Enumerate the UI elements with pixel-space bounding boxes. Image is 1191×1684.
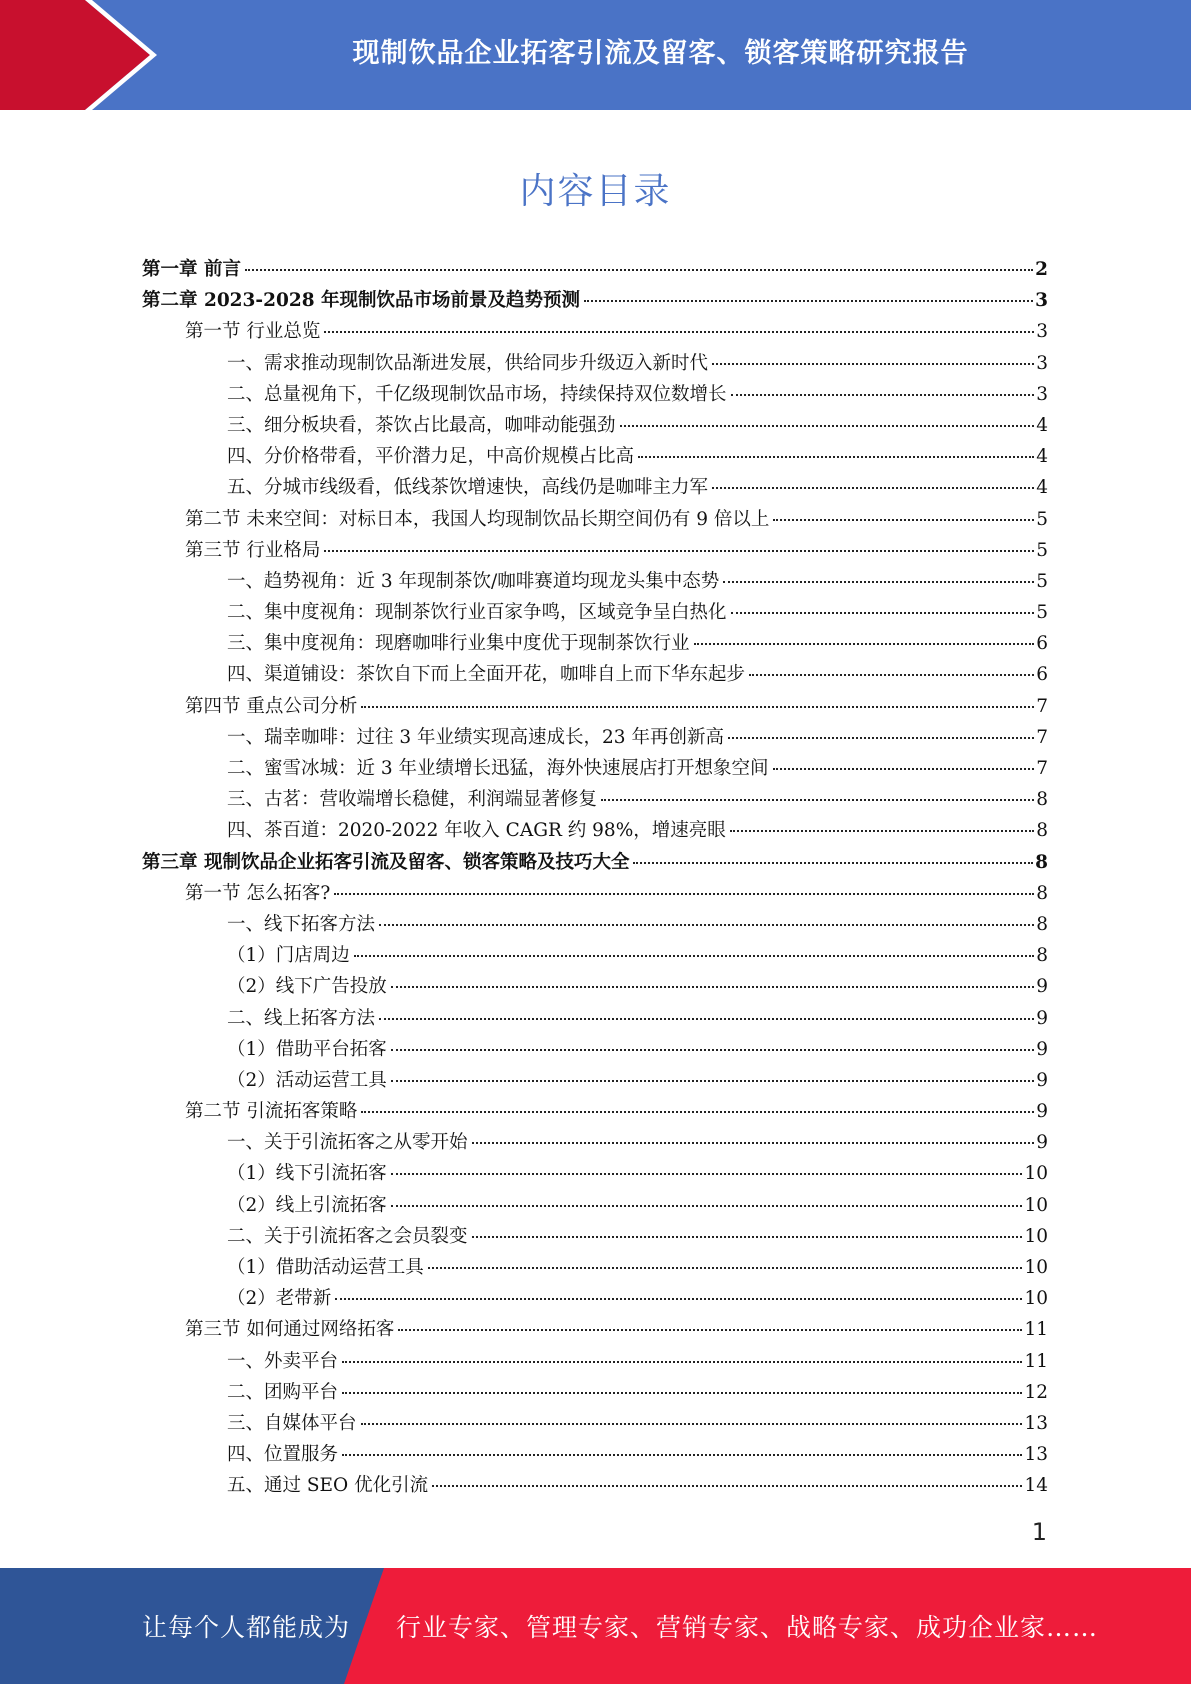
toc-dot-leader	[245, 268, 1033, 271]
toc-dot-leader	[379, 923, 1034, 926]
toc-entry-title: 一、外卖平台	[227, 1350, 339, 1372]
toc-entry-title: 第三节 行业格局	[185, 539, 321, 561]
toc-dot-leader	[391, 1204, 1023, 1207]
toc-entry[interactable]	[142, 909, 1048, 940]
toc-dot-leader	[731, 393, 1035, 396]
toc-entry-title: （2）线下广告投放	[227, 976, 387, 998]
toc-entry-title: 二、关于引流拓客之会员裂变	[227, 1225, 468, 1247]
toc-entry-title: 一、需求推动现制饮品渐进发展，供给同步升级迈入新时代	[227, 352, 709, 374]
toc-entry-page: 5	[1036, 570, 1048, 592]
toc-dot-leader	[601, 798, 1034, 801]
toc-dot-leader	[391, 1079, 1034, 1082]
toc-entry[interactable]	[142, 628, 1048, 659]
toc-dot-leader	[712, 486, 1034, 489]
toc-entry-page: 2	[1035, 259, 1048, 280]
toc-entry-title: 第三章 现制饮品企业拓客引流及留客、锁客策略及技巧大全	[142, 851, 630, 873]
toc-entry[interactable]	[142, 566, 1048, 597]
toc-entry-title: 三、细分板块看，茶饮占比最高，咖啡动能强劲	[227, 414, 616, 436]
toc-entry-title: （1）门店周边	[227, 945, 350, 967]
toc-entry[interactable]	[142, 1096, 1048, 1127]
toc-entry[interactable]	[142, 379, 1048, 410]
toc-entry-title: （2）老带新	[227, 1288, 332, 1310]
toc-entry-title: 三、古茗：营收端增长稳健，利润端显著修复	[227, 789, 598, 811]
toc-entry-title: 二、总量视角下，千亿级现制饮品市场，持续保持双位数增长	[227, 383, 727, 405]
toc-entry[interactable]	[142, 504, 1048, 535]
toc-dot-leader	[334, 892, 1034, 895]
toc-entry[interactable]	[142, 691, 1048, 722]
toc-entry[interactable]	[142, 753, 1048, 784]
toc-entry[interactable]	[142, 535, 1048, 566]
toc-entry-page: 3	[1036, 383, 1048, 405]
toc-entry-page: 5	[1036, 539, 1048, 561]
toc-entry-title: 三、集中度视角：现磨咖啡行业集中度优于现制茶饮行业	[227, 633, 690, 655]
toc-entry[interactable]	[142, 971, 1048, 1002]
toc-entry-page: 5	[1036, 508, 1048, 530]
toc-entry[interactable]	[142, 659, 1048, 690]
toc-entry-title: 二、团购平台	[227, 1381, 339, 1403]
toc-dot-leader	[361, 705, 1034, 708]
toc-entry-title: 四、渠道铺设：茶饮自下而上全面开花，咖啡自上而下华东起步	[227, 664, 746, 686]
toc-entry[interactable]	[142, 472, 1048, 503]
toc-entry[interactable]	[142, 1314, 1048, 1345]
toc-entry-page: 9	[1036, 1069, 1048, 1091]
toc-dot-leader	[472, 1141, 1035, 1144]
toc-dot-leader	[324, 330, 1034, 333]
toc-entry-title: 一、线下拓客方法	[227, 913, 376, 935]
toc-entry-page: 10	[1024, 1163, 1048, 1185]
toc-entry-page: 11	[1024, 1319, 1048, 1341]
toc-entry[interactable]	[142, 1470, 1048, 1501]
toc-dot-leader	[354, 954, 1034, 957]
toc-entry-title: 四、分价格带看，平价潜力足，中高价规模占比高	[227, 446, 635, 468]
toc-entry-page: 9	[1036, 1038, 1048, 1060]
toc-entry-page: 9	[1036, 1132, 1048, 1154]
toc-entry[interactable]	[142, 1034, 1048, 1065]
toc-entry-page: 8	[1036, 945, 1048, 967]
toc-entry-title: 五、分城市线级看，低线茶饮增速快，高线仍是咖啡主力军	[227, 477, 709, 499]
report-title: 现制饮品企业拓客引流及留客、锁客策略研究报告	[352, 37, 969, 69]
toc-dot-leader	[584, 299, 1033, 302]
toc-entry-title: 第二节 未来空间：对标日本，我国人均现制饮品长期空间仍有 9 倍以上	[185, 508, 770, 530]
toc-entry-page: 7	[1036, 695, 1048, 717]
toc-entry-page: 13	[1024, 1444, 1048, 1466]
toc-entry-page: 8	[1035, 851, 1048, 873]
toc-dot-leader	[749, 673, 1034, 676]
toc-entry-title: 四、位置服务	[227, 1444, 339, 1466]
toc-dot-leader	[361, 1422, 1023, 1425]
toc-entry[interactable]	[142, 847, 1048, 878]
toc-dot-leader	[398, 1328, 1022, 1331]
toc-dot-leader	[361, 1110, 1034, 1113]
toc-entry-title: 四、茶百道：2020-2022 年收入 CAGR 约 98%，增速亮眼	[227, 820, 726, 842]
toc-dot-leader	[391, 1172, 1023, 1175]
toc-dot-leader	[391, 985, 1034, 988]
toc-entry[interactable]	[142, 1065, 1048, 1096]
toc-entry-page: 8	[1036, 789, 1048, 811]
toc-entry-title: 五、通过 SEO 优化引流	[227, 1475, 429, 1497]
toc-dot-leader	[342, 1360, 1022, 1363]
toc-entry[interactable]	[142, 722, 1048, 753]
toc-entry[interactable]	[142, 254, 1048, 285]
toc-dot-leader	[633, 861, 1033, 864]
toc-dot-leader	[773, 767, 1035, 770]
toc-heading: 内容目录	[519, 171, 672, 212]
toc-entry[interactable]	[142, 1408, 1048, 1439]
toc-entry-title: 第三节 如何通过网络拓客	[185, 1319, 395, 1341]
toc-entry[interactable]	[142, 441, 1048, 472]
toc-entry[interactable]	[142, 1439, 1048, 1470]
toc-entry[interactable]	[142, 815, 1048, 846]
page-number: 1	[1031, 1518, 1047, 1546]
toc-dot-leader	[694, 642, 1035, 645]
toc-entry-title: 二、线上拓客方法	[227, 1007, 376, 1029]
toc-entry-page: 7	[1036, 726, 1048, 748]
toc-entry-page: 4	[1036, 446, 1048, 468]
toc-entry-page: 5	[1036, 602, 1048, 624]
toc-entry[interactable]	[142, 348, 1048, 379]
toc-entry-page: 9	[1036, 976, 1048, 998]
toc-entry-page: 8	[1036, 882, 1048, 904]
toc-entry-title: 一、瑞幸咖啡：过往 3 年业绩实现高速成长，23 年再创新高	[227, 726, 724, 748]
toc-entry[interactable]	[142, 940, 1048, 971]
toc-entry-title: 二、集中度视角：现制茶饮行业百家争鸣，区域竞争呈白热化	[227, 602, 727, 624]
toc-entry-title: 一、关于引流拓客之从零开始	[227, 1132, 468, 1154]
toc-entry-title: 二、蜜雪冰城：近 3 年业绩增长迅猛，海外快速展店打开想象空间	[227, 758, 769, 779]
toc-dot-leader	[342, 1391, 1022, 1394]
toc-dot-leader	[712, 362, 1034, 365]
toc-entry-page: 6	[1036, 633, 1048, 655]
toc-entry-title: （2）线上引流拓客	[227, 1194, 387, 1216]
toc-dot-leader	[342, 1453, 1022, 1456]
toc-dot-leader	[335, 1297, 1022, 1300]
toc-entry[interactable]	[142, 1221, 1048, 1252]
toc-dot-leader	[472, 1235, 1023, 1238]
footer-slogan: 让每个人都能成为	[142, 1613, 351, 1642]
toc-entry[interactable]	[142, 1190, 1048, 1221]
toc-entry-page: 4	[1036, 477, 1048, 499]
toc-entry[interactable]	[142, 597, 1048, 628]
toc-dot-leader	[728, 736, 1034, 739]
toc-entry[interactable]	[142, 1252, 1048, 1283]
toc-entry-page: 9	[1036, 1007, 1048, 1029]
toc-entry[interactable]	[142, 1283, 1048, 1314]
toc-entry-title: 一、趋势视角：近 3 年现制茶饮/咖啡赛道均现龙头集中态势	[227, 570, 720, 592]
toc-entry-page: 8	[1036, 820, 1048, 842]
toc-entry-page: 9	[1036, 1101, 1048, 1123]
report-header	[0, 0, 1191, 110]
toc-dot-leader	[324, 549, 1034, 552]
toc-entry-page: 14	[1024, 1475, 1048, 1497]
toc-entry-title: 三、自媒体平台	[227, 1412, 357, 1434]
toc-dot-leader	[638, 455, 1034, 458]
toc-entry[interactable]	[142, 285, 1048, 316]
toc-entry-title: （1）借助平台拓客	[227, 1038, 387, 1060]
toc-entry-page: 3	[1036, 321, 1048, 343]
toc-entry[interactable]	[142, 1346, 1048, 1377]
toc-dot-leader	[391, 1048, 1034, 1051]
toc-entry-page: 13	[1024, 1412, 1048, 1434]
toc-entry-title: 第一节 行业总览	[185, 321, 321, 343]
toc-entry-page: 6	[1036, 664, 1048, 686]
toc-entry-page: 8	[1036, 913, 1048, 935]
toc-entry-title: （1）线下引流拓客	[227, 1163, 387, 1185]
toc-entry-page: 12	[1024, 1381, 1048, 1403]
toc-entry-page: 10	[1024, 1257, 1048, 1278]
toc-entry-page: 10	[1024, 1288, 1048, 1310]
toc-entry-title: 第一节 怎么拓客?	[185, 882, 331, 904]
toc-dot-leader	[731, 611, 1035, 614]
toc-entry[interactable]	[142, 1003, 1048, 1034]
toc-entry[interactable]	[142, 316, 1048, 347]
toc-entry[interactable]	[142, 784, 1048, 815]
toc-entry-page: 4	[1036, 414, 1048, 436]
toc-entry-page: 10	[1024, 1194, 1048, 1216]
toc-dot-leader	[723, 580, 1034, 583]
toc-entry-page: 10	[1024, 1225, 1048, 1247]
toc-entry-page: 3	[1036, 352, 1048, 374]
toc-dot-leader	[730, 829, 1034, 832]
toc-dot-leader	[620, 424, 1035, 427]
footer-roles: 行业专家、管理专家、营销专家、战略专家、成功企业家……	[396, 1613, 1099, 1642]
table-of-contents	[142, 254, 1048, 1502]
toc-entry-title: （1）借助活动运营工具	[227, 1257, 424, 1278]
toc-entry-title: 第二章 2023-2028 年现制饮品市场前景及趋势预测	[142, 290, 581, 312]
toc-entry[interactable]	[142, 1127, 1048, 1158]
toc-entry-page: 3	[1035, 290, 1048, 312]
toc-dot-leader	[773, 518, 1034, 521]
toc-entry-page: 7	[1036, 758, 1048, 779]
toc-entry-title: 第一章 前言	[142, 259, 241, 280]
toc-entry[interactable]	[142, 878, 1048, 909]
toc-entry-title: 第四节 重点公司分析	[185, 695, 358, 717]
toc-dot-leader	[428, 1266, 1023, 1269]
toc-entry-title: （2）活动运营工具	[227, 1069, 387, 1091]
header-chevron-icon	[0, 0, 160, 110]
toc-entry[interactable]	[142, 410, 1048, 441]
footer-banner	[0, 1568, 1191, 1684]
toc-entry[interactable]	[142, 1158, 1048, 1189]
toc-entry-title: 第二节 引流拓客策略	[185, 1101, 358, 1123]
toc-entry[interactable]	[142, 1377, 1048, 1408]
toc-dot-leader	[379, 1017, 1034, 1020]
toc-entry-page: 11	[1024, 1350, 1048, 1372]
toc-dot-leader	[432, 1484, 1022, 1487]
